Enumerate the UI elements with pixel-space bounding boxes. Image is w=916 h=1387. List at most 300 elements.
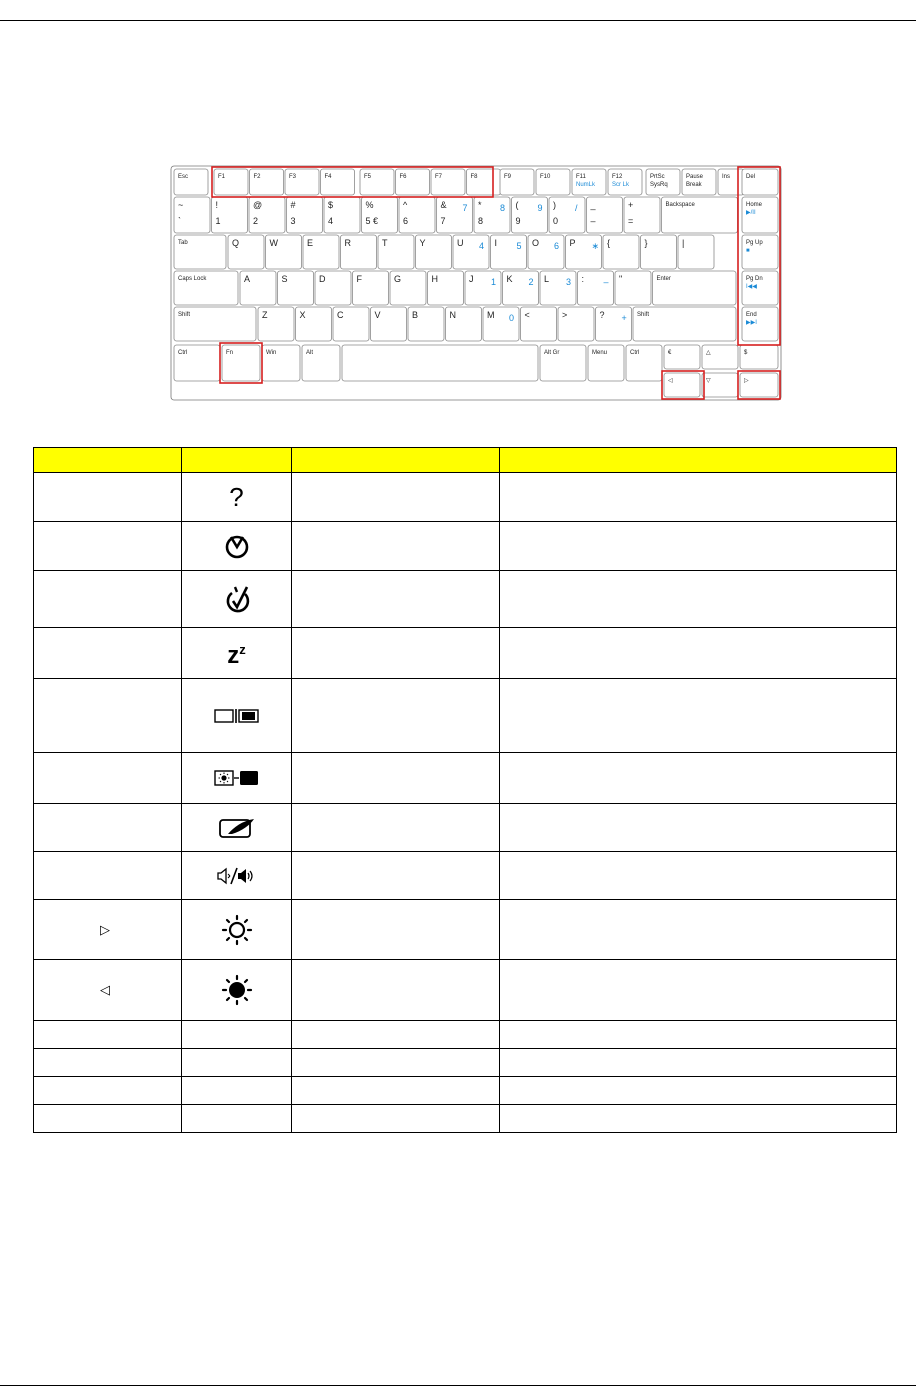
key-a-row-10 [578, 271, 614, 305]
key-q-row-8 [491, 235, 527, 269]
key-prtsc [646, 169, 680, 195]
function-cell [292, 1021, 500, 1049]
svg-text:Del: Del [746, 174, 756, 180]
key-num-1 [212, 197, 248, 233]
svg-text:Menu: Menu [592, 350, 608, 356]
description-cell [500, 1021, 897, 1049]
key-a-row-7 [465, 271, 501, 305]
function-cell [292, 571, 500, 628]
table-row [34, 571, 897, 628]
combo-cell [34, 679, 182, 753]
key-a-row-4 [353, 271, 389, 305]
svg-text:E: E [307, 238, 314, 248]
key-esc [174, 169, 208, 195]
key-a-row-3 [315, 271, 351, 305]
bottom-rule [0, 1385, 916, 1386]
key-spacebar [342, 345, 538, 381]
function-cell [292, 1077, 500, 1105]
svg-text:^: ^ [403, 200, 408, 210]
table-row [34, 1077, 897, 1105]
function-cell [292, 1049, 500, 1077]
svg-text:Z: Z [262, 310, 268, 320]
svg-text:J: J [469, 274, 474, 284]
combo-cell [34, 571, 182, 628]
key-a-row-5 [390, 271, 426, 305]
brightness-down-icon [220, 973, 254, 1007]
svg-text:Caps Lock: Caps Lock [178, 276, 207, 282]
svg-text:T: T [382, 238, 388, 248]
description-cell [500, 1077, 897, 1105]
combo-cell [34, 804, 182, 852]
table-row [34, 804, 897, 852]
sleep-icon-z-small: z [239, 642, 246, 657]
combo-cell [34, 1077, 182, 1105]
svg-text:4: 4 [328, 216, 334, 226]
svg-text:Esc: Esc [178, 174, 189, 180]
svg-text:–: – [603, 277, 609, 287]
svg-text:}: } [644, 238, 648, 248]
combo-cell [34, 852, 182, 900]
icon-cell [182, 679, 292, 753]
description-cell [500, 473, 897, 522]
svg-text:F8: F8 [470, 174, 478, 180]
svg-text:O: O [532, 238, 540, 248]
svg-text:N: N [449, 310, 456, 320]
combo-cell [34, 1049, 182, 1077]
svg-text:C: C [337, 310, 344, 320]
sleep-icon [182, 638, 291, 668]
svg-text:◁: ◁ [668, 378, 673, 384]
svg-text:NumLk: NumLk [576, 182, 596, 188]
table-row [34, 473, 897, 522]
key-z-row-6 [446, 307, 482, 341]
svg-text:Break: Break [686, 182, 702, 188]
key-f4 [321, 169, 355, 195]
function-cell [292, 753, 500, 804]
header-hotkey [34, 448, 182, 473]
combo-cell [34, 753, 182, 804]
svg-text:2: 2 [528, 277, 534, 287]
key-backspace [662, 197, 738, 233]
svg-text:Ctrl: Ctrl [630, 350, 640, 356]
svg-text:K: K [506, 274, 513, 284]
svg-text:2: 2 [253, 216, 259, 226]
svg-text:5 €: 5 € [365, 216, 379, 226]
key-z-row-9 [558, 307, 594, 341]
svg-text:>: > [562, 310, 568, 320]
table-row [34, 628, 897, 679]
svg-text:I◀◀: I◀◀ [746, 284, 757, 290]
svg-text:*: * [478, 200, 482, 210]
key-a-row-8 [503, 271, 539, 305]
svg-text:{: { [607, 238, 611, 248]
key-num-10 [549, 197, 585, 233]
icon-cell [182, 571, 292, 628]
svg-text:8: 8 [478, 216, 484, 226]
key-f11 [572, 169, 606, 195]
key-num-0 [174, 197, 210, 233]
key-q-row-5 [378, 235, 414, 269]
svg-text:Y: Y [419, 238, 426, 248]
key-z-row-2 [296, 307, 332, 341]
svg-text:?: ? [599, 310, 605, 320]
svg-text:1: 1 [215, 216, 221, 226]
svg-text:6: 6 [554, 241, 560, 251]
combo-cell [34, 522, 182, 571]
svg-text:▶▶I: ▶▶I [746, 320, 757, 326]
key-q-row-1 [228, 235, 264, 269]
icon-cell [182, 804, 292, 852]
key-q-row-11 [603, 235, 639, 269]
svg-text:∗: ∗ [591, 241, 600, 251]
key-q-row-2 [266, 235, 302, 269]
svg-text:F2: F2 [253, 174, 261, 180]
table-row [34, 1021, 897, 1049]
icon-cell [182, 852, 292, 900]
svg-text:Shift: Shift [637, 312, 650, 318]
key-end [742, 307, 778, 341]
table-row [34, 1049, 897, 1077]
key-f9 [500, 169, 534, 195]
key-a-row-6 [428, 271, 464, 305]
icon-cell [182, 628, 292, 679]
key-num-12 [624, 197, 660, 233]
svg-text:Tab: Tab [178, 240, 188, 246]
svg-text:W: W [269, 238, 278, 248]
svg-text:I: I [494, 238, 498, 248]
key-q-row-7 [453, 235, 489, 269]
svg-text:%: % [365, 200, 374, 210]
key-windows [262, 345, 300, 381]
left-arrow-key-icon: ◁ [100, 982, 110, 997]
combo-cell [34, 1105, 182, 1133]
svg-text:6: 6 [403, 216, 409, 226]
function-cell [292, 522, 500, 571]
svg-text:0: 0 [553, 216, 559, 226]
svg-text:<: < [524, 310, 530, 320]
key-q-row-4 [341, 235, 377, 269]
svg-text:!: ! [215, 200, 219, 210]
key-right-ctrl [626, 345, 662, 381]
key-num-2 [249, 197, 285, 233]
svg-text:SysRq: SysRq [650, 182, 668, 188]
svg-text:3: 3 [290, 216, 296, 226]
svg-text:X: X [299, 310, 306, 320]
svg-text:+: + [628, 200, 634, 210]
icon-cell [182, 522, 292, 571]
key-left-alt [302, 345, 340, 381]
description-cell [500, 571, 897, 628]
icon-cell [182, 753, 292, 804]
combo-cell [34, 900, 182, 960]
description-cell [500, 679, 897, 753]
acer-epm-check-icon [223, 583, 251, 615]
svg-text:`: ` [178, 216, 181, 226]
svg-text:Backspace: Backspace [665, 202, 695, 208]
svg-text:F1: F1 [218, 174, 226, 180]
svg-text:$: $ [744, 350, 748, 356]
key-f8 [467, 169, 501, 195]
combo-cell [34, 1021, 182, 1049]
svg-text:Pg Dn: Pg Dn [746, 276, 763, 282]
screen-blank-icon [214, 769, 260, 787]
svg-text:5: 5 [516, 241, 522, 251]
function-cell [292, 804, 500, 852]
svg-text:F: F [356, 274, 362, 284]
svg-text:7: 7 [462, 203, 468, 213]
key-q-row-12 [641, 235, 677, 269]
key-num-7 [437, 197, 473, 233]
icon-cell [182, 1077, 292, 1105]
key-left-shift [174, 307, 256, 341]
key-left-arrow [664, 373, 700, 397]
svg-text:F12: F12 [612, 174, 623, 180]
acer-epm-icon [223, 532, 251, 560]
key-pause [682, 169, 716, 195]
svg-text:0: 0 [509, 313, 515, 323]
key-fn [222, 345, 260, 381]
key-z-row-8 [521, 307, 557, 341]
key-f3 [285, 169, 319, 195]
svg-text:F5: F5 [364, 174, 372, 180]
svg-text:€: € [668, 350, 672, 356]
svg-text:4: 4 [479, 241, 485, 251]
svg-text:F9: F9 [504, 174, 512, 180]
key-num-5 [362, 197, 398, 233]
svg-text:–: – [590, 216, 596, 226]
key-pgdn [742, 271, 778, 305]
key-z-row-4 [371, 307, 407, 341]
table-row [34, 679, 897, 753]
svg-text:": " [619, 274, 623, 284]
svg-text:▶/II: ▶/II [746, 210, 756, 216]
key-z-row-5 [408, 307, 444, 341]
svg-text:/: / [575, 203, 578, 213]
key-q-row-10 [566, 235, 602, 269]
table-row [34, 753, 897, 804]
key-left-ctrl [174, 345, 220, 381]
key-z-row-7 [483, 307, 519, 341]
svg-text:F10: F10 [540, 174, 551, 180]
table-header-row [34, 448, 897, 473]
key-f10 [536, 169, 570, 195]
svg-text:F3: F3 [289, 174, 297, 180]
svg-text:1: 1 [491, 277, 497, 287]
svg-text:3: 3 [566, 277, 572, 287]
combo-cell [34, 960, 182, 1021]
svg-text:F11: F11 [576, 174, 586, 180]
header-function [292, 448, 500, 473]
key-z-row-10 [596, 307, 632, 341]
description-cell [500, 804, 897, 852]
function-cell [292, 1105, 500, 1133]
svg-text:$: $ [328, 200, 334, 210]
key-z-row-1 [258, 307, 294, 341]
key-q-row-9 [528, 235, 564, 269]
svg-text:Alt: Alt [306, 350, 314, 356]
svg-text:PrtSc: PrtSc [650, 174, 665, 180]
function-cell [292, 628, 500, 679]
svg-text:Shift: Shift [178, 312, 191, 318]
key-home [742, 197, 778, 233]
key-num-9 [512, 197, 548, 233]
icon-cell [182, 473, 292, 522]
svg-text:F6: F6 [399, 174, 407, 180]
combo-cell [34, 473, 182, 522]
svg-text:S: S [281, 274, 288, 284]
svg-text:#: # [290, 200, 296, 210]
key-q-row-3 [303, 235, 339, 269]
svg-text:M: M [487, 310, 495, 320]
key-alt-gr [540, 345, 586, 381]
key-f2 [250, 169, 284, 195]
key-del [742, 169, 778, 195]
description-cell [500, 900, 897, 960]
function-cell [292, 960, 500, 1021]
key-dollar [740, 345, 778, 369]
key-a-row-11 [615, 271, 651, 305]
icon-cell [182, 1049, 292, 1077]
key-a-row-2 [278, 271, 314, 305]
combo-cell [34, 628, 182, 679]
svg-text:Pg Up: Pg Up [746, 240, 763, 246]
svg-text:D: D [319, 274, 326, 284]
key-num-4 [324, 197, 360, 233]
svg-text:+: + [621, 313, 627, 323]
key-down-arrow [702, 373, 738, 397]
key-a-row-9 [540, 271, 576, 305]
svg-text:R: R [344, 238, 351, 248]
keyboard-diagram [170, 165, 782, 401]
svg-text::: : [581, 274, 585, 284]
svg-text:H: H [431, 274, 438, 284]
key-f7 [431, 169, 465, 195]
svg-text:Q: Q [232, 238, 240, 248]
table-row [34, 522, 897, 571]
description-cell [500, 852, 897, 900]
svg-text:G: G [394, 274, 402, 284]
description-cell [500, 753, 897, 804]
key-menu [588, 345, 624, 381]
touchpad-toggle-icon [218, 817, 256, 839]
svg-text:Pause: Pause [686, 174, 704, 180]
function-cell [292, 679, 500, 753]
svg-text:V: V [374, 310, 381, 320]
table-row [34, 852, 897, 900]
description-cell [500, 522, 897, 571]
key-euro [664, 345, 700, 369]
key-f6 [396, 169, 430, 195]
table-row [34, 960, 897, 1021]
svg-text:F7: F7 [435, 174, 443, 180]
svg-text:9: 9 [537, 203, 543, 213]
icon-cell [182, 1021, 292, 1049]
key-f12 [608, 169, 642, 195]
key-num-8 [474, 197, 510, 233]
svg-text:~: ~ [178, 200, 184, 210]
function-cell [292, 473, 500, 522]
sleep-icon-z: z [227, 642, 240, 669]
svg-text:Ins: Ins [722, 174, 731, 180]
hotkey-table [33, 447, 897, 1133]
svg-text:7: 7 [440, 216, 446, 226]
key-caps-lock [174, 271, 238, 305]
key-q-row-13 [678, 235, 714, 269]
description-cell [500, 960, 897, 1021]
key-ins [718, 169, 744, 195]
description-cell [500, 628, 897, 679]
svg-text:Scr Lk: Scr Lk [612, 182, 630, 188]
svg-text:|: | [682, 238, 685, 248]
help-icon: ? [229, 482, 244, 512]
key-num-11 [587, 197, 623, 233]
svg-text:U: U [457, 238, 464, 248]
description-cell [500, 1049, 897, 1077]
svg-text:8: 8 [500, 203, 506, 213]
key-up-arrow [702, 345, 738, 369]
key-tab [174, 235, 226, 269]
key-a-row-1 [240, 271, 276, 305]
svg-text:@: @ [253, 200, 263, 210]
svg-text:(: ( [515, 200, 519, 210]
header-description [500, 448, 897, 473]
svg-text:): ) [553, 200, 556, 210]
svg-text:Fn: Fn [226, 350, 234, 356]
svg-text:Enter: Enter [656, 276, 671, 282]
svg-text:B: B [412, 310, 419, 320]
key-q-row-6 [416, 235, 452, 269]
svg-text:▷: ▷ [744, 378, 749, 384]
table-row [34, 900, 897, 960]
icon-cell [182, 1105, 292, 1133]
svg-text:▽: ▽ [706, 378, 711, 384]
svg-text:9: 9 [515, 216, 521, 226]
description-cell [500, 1105, 897, 1133]
right-arrow-key-icon: ▷ [100, 921, 110, 937]
key-num-3 [287, 197, 323, 233]
icon-cell [182, 900, 292, 960]
key-f5 [360, 169, 394, 195]
svg-text:Win: Win [266, 350, 277, 356]
function-cell [292, 852, 500, 900]
top-rule [0, 20, 916, 21]
svg-text:_: _ [590, 200, 596, 210]
svg-text:△: △ [706, 350, 711, 356]
key-f1 [214, 169, 248, 195]
svg-text:End: End [746, 312, 757, 318]
svg-text:F4: F4 [324, 174, 332, 180]
svg-text:Home: Home [746, 202, 763, 208]
svg-text:Alt Gr: Alt Gr [544, 350, 560, 356]
svg-text:Ctrl: Ctrl [178, 350, 188, 356]
svg-text:=: = [628, 216, 634, 226]
brightness-up-icon [220, 913, 254, 947]
key-right-shift [633, 307, 736, 341]
function-cell [292, 900, 500, 960]
svg-text:L: L [544, 274, 550, 284]
svg-text:&: & [440, 200, 447, 210]
icon-cell [182, 960, 292, 1021]
svg-text:P: P [569, 238, 576, 248]
svg-text:A: A [244, 274, 251, 284]
table-row [34, 1105, 897, 1133]
speaker-toggle-icon [217, 867, 257, 885]
display-toggle-icon [214, 708, 260, 724]
key-z-row-3 [333, 307, 369, 341]
header-icon [182, 448, 292, 473]
svg-text:■: ■ [746, 248, 750, 254]
key-pgup [742, 235, 778, 269]
